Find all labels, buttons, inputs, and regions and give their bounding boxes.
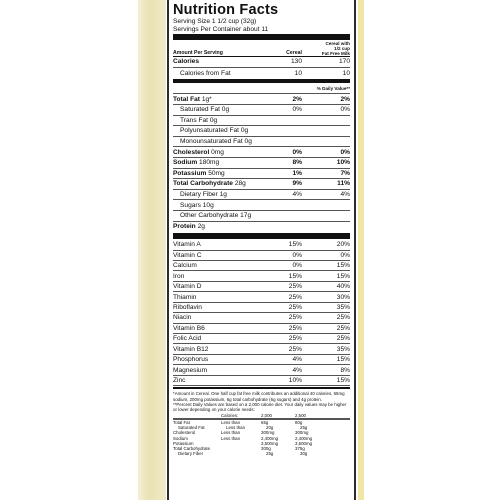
package-edge-right <box>358 0 364 500</box>
calories-row: Calories 130 170 <box>173 57 350 68</box>
nutrient-row: Dietary Fiber 1g 4% 4% <box>173 190 350 201</box>
package-edge-left <box>138 0 166 500</box>
divider-medium <box>173 387 350 389</box>
daily-value-header: % Daily Value** <box>173 84 350 94</box>
dv-table-row: Potassium 3,500mg 3,500mg <box>173 440 313 446</box>
nutrients-list <box>173 94 350 232</box>
vitamin-row: Vitamin B12 25% 35% <box>173 344 350 354</box>
nutrient-row: Protein 2g <box>173 223 205 231</box>
footnote-daily-values: **Percent Daily Values are based on a 2,000 calorie diet. Your daily values may be higher or lower depending on your calorie needs: <box>173 402 347 413</box>
vitamin-row: Vitamin B6 25% 25% <box>173 324 350 334</box>
nutrition-facts-panel <box>167 0 356 500</box>
servings-per-container: Servings Per Container about 11 <box>173 25 269 33</box>
nutrient-row: Polyunsaturated Fat 0g <box>173 126 350 137</box>
calories-from-fat-row: Calories from Fat 10 10 <box>180 69 350 77</box>
col-with-milk-label: Cereal with 1/2 cup Fat Free Milk <box>321 41 350 57</box>
dv-table-row: Saturated Fat Less than 20g 25g <box>178 425 308 431</box>
footnote-amount: *Amount in Cereal. One half cup fat free milk contributes an additional 40 calories, 65mg sodium, 200mg potassium, 6g total carbohydrate (6g sugars) and 4g protein. <box>173 391 345 402</box>
vitamin-row: Riboflavin 25% 35% <box>173 303 350 313</box>
nutrient-row: Total Fat 1g* 2% 2% <box>173 94 350 105</box>
dv-table-row: Total Carbohydrate 300g 375g <box>173 446 305 452</box>
col-cereal-label: Cereal <box>286 50 302 57</box>
vitamin-row: Vitamin D 25% 40% <box>173 282 350 292</box>
column-header <box>173 41 350 57</box>
dv-table-row: Dietary Fiber 25g 30g <box>178 451 308 457</box>
vitamin-row: Vitamin C 0% 0% <box>173 251 350 261</box>
vitamin-row: Folic Acid 25% 25% <box>173 334 350 344</box>
vitamin-row: Niacin 25% 25% <box>173 313 350 323</box>
nutrient-row: Trans Fat 0g <box>173 116 350 127</box>
nutrient-row: Sodium 180mg 8% 10% <box>173 158 350 169</box>
vitamin-row: Zinc 10% 15% <box>173 376 350 386</box>
vitamins-list <box>173 240 350 386</box>
nutrient-row: Other Carbohydrate 17g <box>173 211 350 222</box>
dv-table-header: Calories: 2,000 2,500 <box>173 413 350 419</box>
vitamin-row: Calcium 0% 15% <box>173 261 350 271</box>
dv-table-row: Total Fat Less than 65g 80g <box>173 419 350 425</box>
divider-thick <box>173 34 350 40</box>
nutrient-row: Saturated Fat 0g 0% 0% <box>173 105 350 116</box>
panel-title: Nutrition Facts <box>173 2 279 18</box>
vitamin-row: Vitamin A 15% 20% <box>173 240 350 250</box>
nutrient-row: Potassium 50mg 1% 7% <box>173 169 350 180</box>
vitamin-row: Magnesium 4% 8% <box>173 365 350 375</box>
divider-thick-3 <box>173 233 350 239</box>
nutrient-row: Cholesterol 0mg 0% 0% <box>173 147 350 158</box>
amount-per-serving-label: Amount Per Serving <box>173 50 223 57</box>
vitamin-row: Iron 15% 15% <box>173 271 350 281</box>
dv-table-row: Sodium Less than 2,400mg 2,400mg <box>173 435 313 441</box>
daily-values-table <box>173 413 350 457</box>
vitamin-row: Phosphorus 4% 15% <box>173 355 350 365</box>
serving-size: Serving Size 1 1/2 cup (32g) <box>173 18 257 25</box>
vitamin-row: Thiamin 25% 30% <box>173 292 350 302</box>
nutrient-row: Monounsaturated Fat 0g <box>173 137 350 148</box>
divider-thick-2 <box>173 79 350 83</box>
nutrient-row: Total Carbohydrate 28g 9% 11% <box>173 179 350 190</box>
nutrient-row: Sugars 10g <box>173 200 350 211</box>
dv-table-row: Cholesterol Less than 300mg 300mg <box>173 430 309 436</box>
